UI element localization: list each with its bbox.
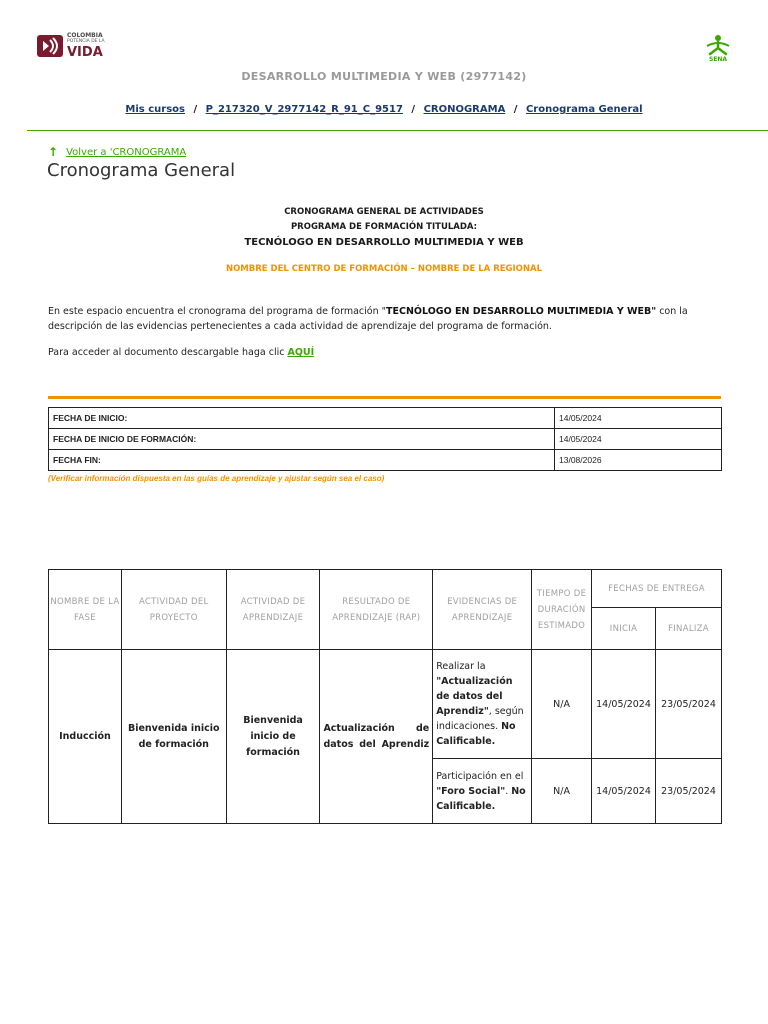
table-row xyxy=(49,450,722,471)
header-rap: RESULTADO DE APRENDIZAJE (RAP) xyxy=(320,570,433,650)
header-tiempo: TIEMPO DE DURACIÓN ESTIMADO xyxy=(532,570,592,650)
evidencia-text: Participación en el xyxy=(436,770,524,782)
cell-finaliza: 23/05/2024 xyxy=(656,650,722,759)
schedule-table xyxy=(48,569,722,824)
date-label: FECHA DE INICIO: xyxy=(49,408,555,429)
date-label: FECHA DE INICIO DE FORMACIÓN: xyxy=(49,429,555,450)
cell-actividad-aprendizaje: Bienvenida inicio de formación xyxy=(226,650,320,824)
heading-program-type: PROGRAMA DE FORMACIÓN TITULADA: xyxy=(290,222,478,232)
page-title: Cronograma General xyxy=(47,160,236,181)
table-header-row xyxy=(49,570,722,608)
header-actividad-proyecto: ACTIVIDAD DEL PROYECTO xyxy=(121,570,226,650)
intro-text-2: con la descripción de las evidencias pertenecientes a cada actividad de aprendizaje del programa de formación. xyxy=(48,306,688,332)
download-text: Para acceder al documento descargable haga clic xyxy=(48,347,288,358)
breadcrumb-cronograma-general[interactable]: Cronograma General xyxy=(525,104,643,115)
header-divider xyxy=(27,130,768,131)
evidencia-bold: No Calificable. xyxy=(436,721,516,747)
breadcrumb-separator: / xyxy=(193,104,198,115)
date-value: 14/05/2024 xyxy=(555,429,722,450)
cell-fase: Inducción xyxy=(49,650,122,824)
colombia-flag-icon xyxy=(37,33,63,59)
sena-logo-icon xyxy=(700,34,736,62)
course-title: DESARROLLO MULTIMEDIA Y WEB (2977142) xyxy=(241,70,527,83)
header-inicia: INICIA xyxy=(592,608,656,650)
header-evidencias: EVIDENCIAS DE APRENDIZAJE xyxy=(433,570,532,650)
table-row xyxy=(49,408,722,429)
evidencia-text: , según indicaciones. xyxy=(436,706,524,732)
intro-program-name: TECNÓLOGO EN DESARROLLO MULTIMEDIA Y WEB" xyxy=(386,306,657,317)
header-fechas: FECHAS DE ENTREGA xyxy=(592,570,722,608)
cell-inicia: 14/05/2024 xyxy=(592,650,656,759)
heading-schedule: CRONOGRAMA GENERAL DE ACTIVIDADES xyxy=(284,207,484,217)
evidencia-bold: No Calificable. xyxy=(436,785,526,812)
cell-evidencia xyxy=(433,759,532,824)
intro-paragraph xyxy=(48,304,723,334)
arrow-up-icon: ↑ xyxy=(48,145,59,159)
date-value: 13/08/2026 xyxy=(555,450,722,471)
evidencia-text: Realizar la xyxy=(436,661,486,672)
header-actividad-aprendizaje: ACTIVIDAD DE APRENDIZAJE xyxy=(226,570,320,650)
table-row xyxy=(49,429,722,450)
cell-inicia: 14/05/2024 xyxy=(592,759,656,824)
breadcrumb-mis-cursos[interactable]: Mis cursos xyxy=(125,104,185,115)
breadcrumb-separator: / xyxy=(513,104,518,115)
evidencia-bold: "Foro Social" xyxy=(436,785,506,797)
download-link[interactable]: AQUÍ xyxy=(287,347,315,358)
cell-evidencia xyxy=(433,650,532,759)
logo-line-3: VIDA xyxy=(67,44,103,60)
evidencia-bold: "Actualización de datos del Aprendiz" xyxy=(436,676,513,717)
intro-text-1: En este espacio encuentra el cronograma del programa de formación " xyxy=(48,306,387,317)
orange-divider xyxy=(48,396,721,399)
logo-line-2: POTENCIA DE LA xyxy=(67,39,105,45)
cell-tiempo: N/A xyxy=(532,650,592,759)
sena-logo-text: SENA xyxy=(708,56,728,62)
header-finaliza: FINALIZA xyxy=(656,608,722,650)
cell-finaliza: 23/05/2024 xyxy=(656,759,722,824)
center-name: NOMBRE DEL CENTRO DE FORMACIÓN – NOMBRE DE LA REGIONAL xyxy=(225,264,543,274)
date-value: 14/05/2024 xyxy=(555,408,722,429)
logo-line-1: COLOMBIA xyxy=(67,32,103,40)
document-heading xyxy=(0,207,768,248)
cell-actividad-proyecto: Bienvenida inicio de formación xyxy=(121,650,226,824)
breadcrumb xyxy=(0,104,768,115)
breadcrumb-separator: / xyxy=(411,104,416,115)
date-label: FECHA FIN: xyxy=(49,450,555,471)
cell-tiempo: N/A xyxy=(532,759,592,824)
back-link-label[interactable]: Volver a 'CRONOGRAMA xyxy=(66,146,187,158)
download-line xyxy=(48,347,314,358)
cell-rap: Actualización de datos del Aprendiz xyxy=(320,650,433,824)
dates-note: (Verificar información dispuesta en las guías de aprendizaje y ajustar según sea el caso) xyxy=(48,474,385,483)
breadcrumb-cronograma[interactable]: CRONOGRAMA xyxy=(423,104,506,115)
header-fase: NOMBRE DE LA FASE xyxy=(49,570,122,650)
evidencia-text: . xyxy=(505,785,512,797)
heading-program-name: TECNÓLOGO EN DESARROLLO MULTIMEDIA Y WEB xyxy=(244,237,524,248)
colombia-logo xyxy=(37,33,105,59)
back-link[interactable] xyxy=(48,145,186,159)
dates-table xyxy=(48,407,722,471)
table-row xyxy=(49,650,722,759)
breadcrumb-course[interactable]: P_217320_V_2977142_R_91_C_9517 xyxy=(205,104,403,115)
